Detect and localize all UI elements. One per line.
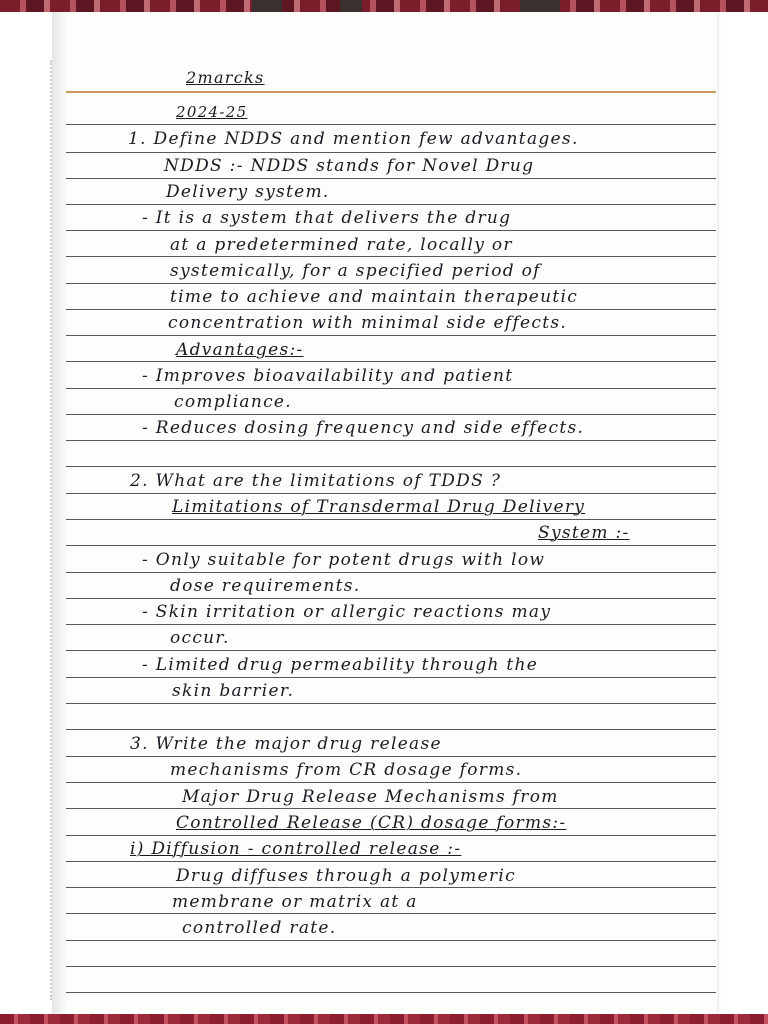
ruled-line	[66, 204, 716, 205]
answer-line: dose requirements.	[170, 576, 361, 596]
answer-line: occur.	[170, 628, 230, 648]
answer-line: - Reduces dosing frequency and side effects.	[142, 418, 585, 438]
advantages-heading: Advantages:-	[176, 340, 304, 360]
ruled-line	[66, 835, 716, 836]
ruled-line	[66, 388, 716, 389]
answer-line: Controlled Release (CR) dosage forms:-	[176, 813, 567, 833]
ruled-line	[66, 650, 716, 651]
answer-line: Drug diffuses through a polymeric	[176, 866, 516, 886]
ruled-line	[66, 440, 716, 441]
ruled-line	[66, 966, 716, 967]
ruled-line	[66, 808, 716, 809]
top-page-edge-strip	[0, 0, 768, 12]
question-2: 2. What are the limitations of TDDS ?	[130, 471, 502, 491]
answer-line: mechanisms from CR dosage forms.	[170, 760, 523, 780]
answer-line: - Improves bioavailability and patient	[142, 366, 514, 386]
ruled-line	[66, 178, 716, 179]
year-label: 2024-25	[176, 103, 248, 121]
ruled-line	[66, 335, 716, 336]
answer-line: Delivery system.	[166, 182, 330, 202]
ruled-line	[66, 940, 716, 941]
ruled-line	[66, 729, 716, 730]
ruled-line	[66, 414, 716, 415]
answer-line: NDDS :- NDDS stands for Novel Drug	[164, 156, 535, 176]
ruled-line	[66, 782, 716, 783]
ruled-line	[66, 361, 716, 362]
answer-line: Major Drug Release Mechanisms from	[182, 787, 559, 807]
ruled-line	[66, 466, 716, 467]
answer-line: Limitations of Transdermal Drug Delivery	[172, 497, 586, 517]
page-heading: 2marcks	[186, 68, 265, 87]
ruled-line	[66, 598, 716, 599]
ruled-line	[66, 256, 716, 257]
answer-line: - It is a system that delivers the drug	[142, 208, 512, 228]
top-margin-line	[66, 91, 716, 93]
ruled-line	[66, 309, 716, 310]
ruled-line	[66, 283, 716, 284]
answer-line: controlled rate.	[182, 918, 337, 938]
ruled-line	[66, 756, 716, 757]
ruled-line	[66, 624, 716, 625]
answer-line: skin barrier.	[172, 681, 295, 701]
ruled-line	[66, 124, 716, 125]
ruled-line	[66, 545, 716, 546]
ruled-line	[66, 887, 716, 888]
answer-line: compliance.	[174, 392, 293, 412]
ruled-line	[66, 230, 716, 231]
ruled-line	[66, 572, 716, 573]
answer-line: - Limited drug permeability through the	[142, 655, 539, 675]
answer-line: - Skin irritation or allergic reactions may	[142, 602, 552, 622]
ruled-line	[66, 703, 716, 704]
answer-line: systemically, for a specified period of	[170, 261, 541, 281]
ruled-line	[66, 677, 716, 678]
ruled-line	[66, 493, 716, 494]
bottom-page-edge-strip	[0, 1014, 768, 1024]
question-1: 1. Define NDDS and mention few advantages.	[128, 129, 579, 149]
ruled-line	[66, 992, 716, 993]
answer-line: - Only suitable for potent drugs with low	[142, 550, 546, 570]
answer-line: time to achieve and maintain therapeutic	[170, 287, 579, 307]
ruled-line	[66, 861, 716, 862]
subheading-diffusion: i) Diffusion - controlled release :-	[130, 839, 462, 859]
question-3: 3. Write the major drug release	[130, 734, 442, 754]
binding-perforation	[50, 60, 60, 1000]
ruled-line	[66, 519, 716, 520]
answer-line: at a predetermined rate, locally or	[170, 235, 513, 255]
answer-line: membrane or matrix at a	[172, 892, 418, 912]
answer-line: System :-	[538, 523, 630, 543]
answer-line: concentration with minimal side effects.	[168, 313, 568, 333]
ruled-line	[66, 152, 716, 153]
ruled-line	[66, 913, 716, 914]
